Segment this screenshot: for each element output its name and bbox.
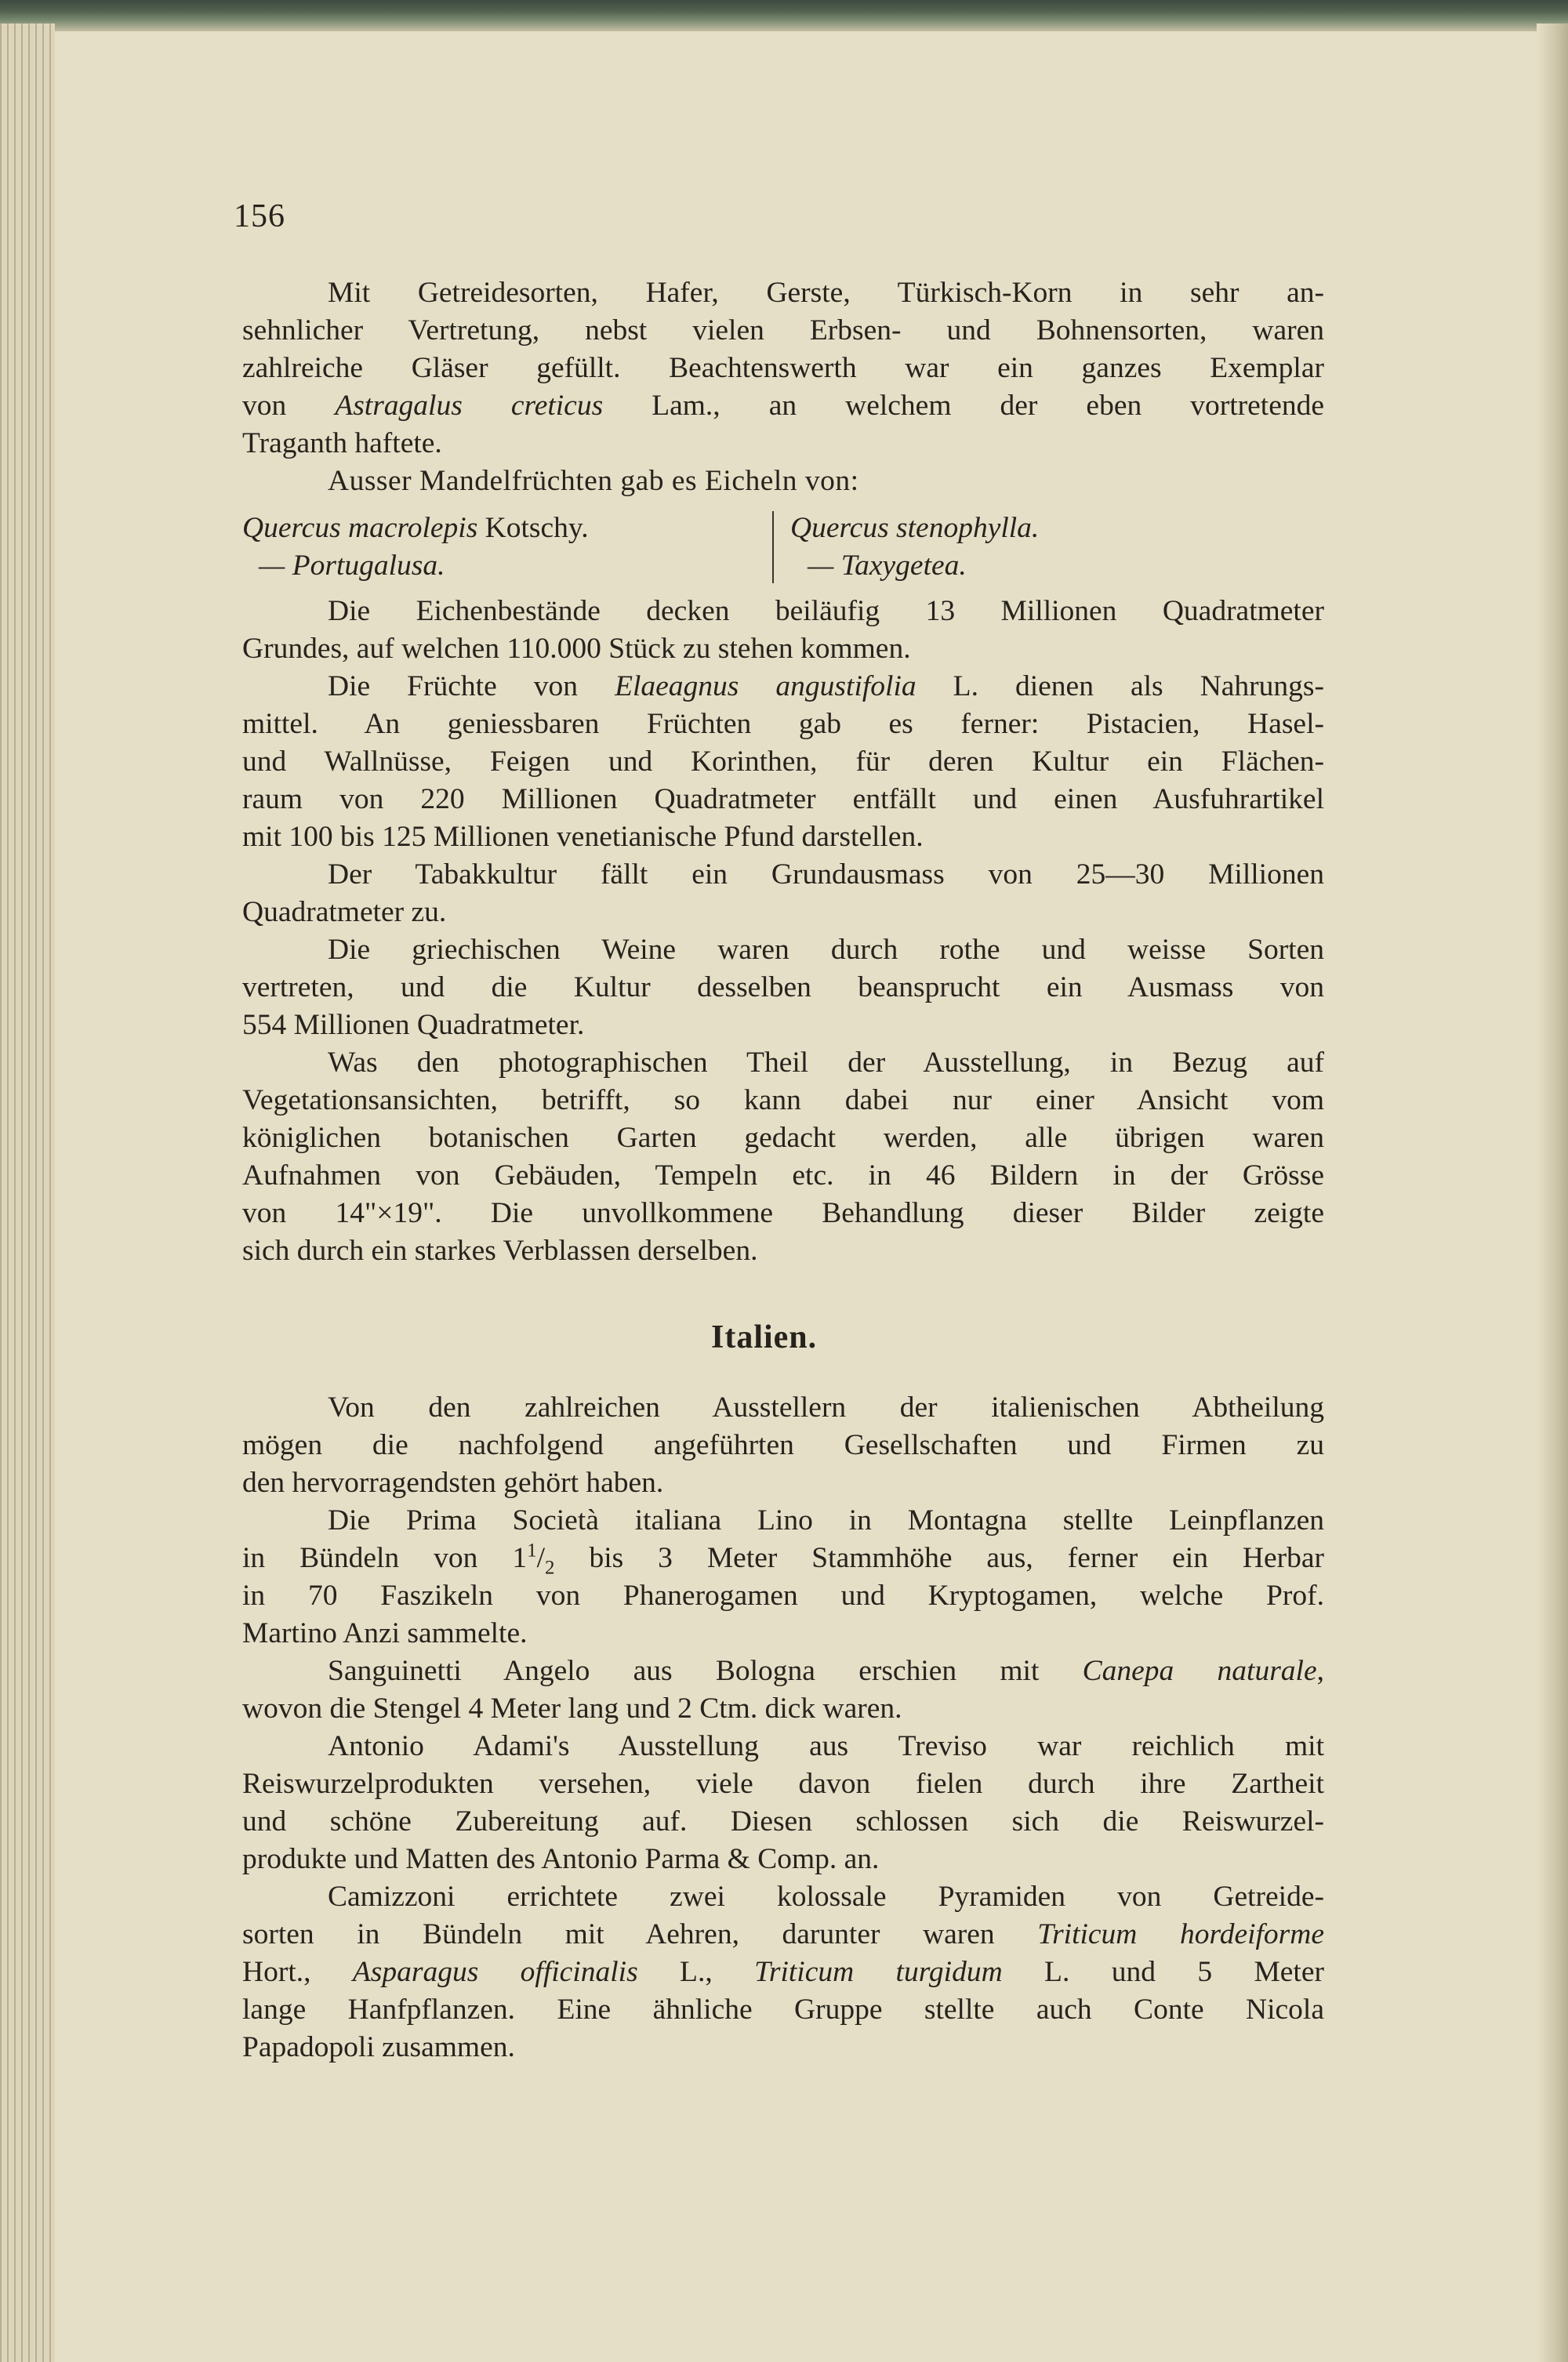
text-fragment: bis 3 Meter Stammhöhe aus, ferner ein Herbar bbox=[554, 1542, 1324, 1574]
text-line bbox=[242, 391, 1324, 421]
text-line: sich durch ein starkes Verblassen derselben. bbox=[242, 1235, 758, 1267]
text-line: vertreten, und die Kultur desselben beansprucht ein Ausmass von bbox=[242, 971, 1324, 1003]
text-line bbox=[328, 672, 1324, 702]
column-divider bbox=[772, 511, 774, 583]
text-line: lange Hanfpflanzen. Eine ähnliche Gruppe stellte auch Conte Nicola bbox=[242, 1994, 1324, 2026]
oak-species-right-2 bbox=[808, 551, 967, 581]
text-line: Quadratmeter zu. bbox=[242, 896, 447, 928]
text-line: Camizzoni errichtete zwei kolossale Pyramiden von Getreide- bbox=[328, 1881, 1324, 1913]
text-line: von 14"×19". Die unvollkommene Behandlung dieser Bilder zeigte bbox=[242, 1197, 1324, 1229]
text-fragment: Die Früchte von bbox=[328, 670, 615, 702]
text-fragment: L. und 5 Meter bbox=[1002, 1956, 1324, 1988]
species-name: Asparagus officinalis bbox=[352, 1956, 638, 1988]
text-fragment: Kotschy. bbox=[477, 512, 589, 544]
text-line: Martino Anzi sammelte. bbox=[242, 1617, 528, 1649]
fraction-numerator: 1 bbox=[527, 1540, 537, 1562]
text-line: und schöne Zubereitung auf. Diesen schlossen sich die Reiswurzel- bbox=[242, 1805, 1324, 1838]
text-line: sehnlicher Vertretung, nebst vielen Erbsen- und Bohnensorten, waren bbox=[242, 314, 1324, 346]
text-line: Aufnahmen von Gebäuden, Tempeln etc. in 46 Bildern in der Grösse bbox=[242, 1159, 1324, 1192]
species-name: Quercus stenophylla. bbox=[790, 512, 1040, 544]
species-name: — Taxygetea. bbox=[808, 550, 967, 582]
text-fragment: sorten in Bündeln mit Aehren, darunter waren bbox=[242, 1918, 1038, 1950]
text-line: mit 100 bis 125 Millionen venetianische Pfund darstellen. bbox=[242, 821, 924, 853]
text-line: 554 Millionen Quadratmeter. bbox=[242, 1009, 585, 1041]
text-fragment: in Bündeln von 1 bbox=[242, 1542, 528, 1574]
text-fragment: von bbox=[242, 390, 336, 422]
text-line: königlichen botanischen Garten gedacht werden, alle übrigen waren bbox=[242, 1122, 1324, 1154]
text-line: Die Eichenbestände decken beiläufig 13 Millionen Quadratmeter bbox=[328, 595, 1324, 627]
text-line: den hervorragendsten gehört haben. bbox=[242, 1467, 664, 1499]
section-heading: Italien. bbox=[711, 1319, 818, 1355]
text-line: in Bündeln von $1^1/_2$ bis 3 Meter Stammhöhe aus, ferner ein Herbar bbox=[242, 1540, 1324, 1579]
text-line bbox=[328, 1656, 1324, 1686]
text-line: Mit Getreidesorten, Hafer, Gerste, Türkisch-Korn in sehr an- bbox=[328, 277, 1324, 309]
text-line: Ausser Mandelfrüchten gab es Eicheln von: bbox=[328, 465, 859, 497]
text-fragment: Hort., bbox=[242, 1956, 353, 1988]
species-name: Quercus macrolepis bbox=[242, 512, 478, 544]
text-line: Grundes, auf welchen 110.000 Stück zu stehen kommen. bbox=[242, 633, 911, 665]
text-line: Die griechischen Weine waren durch rothe und weisse Sorten bbox=[328, 934, 1324, 966]
page-number: 156 bbox=[234, 198, 285, 234]
italic-term: Canepa naturale bbox=[1082, 1655, 1317, 1687]
species-name: Triticum hordeiforme bbox=[1037, 1918, 1324, 1950]
text-line: Der Tabakkultur fällt ein Grundausmass von 25—30 Millionen bbox=[328, 858, 1324, 891]
text-line: wovon die Stengel 4 Meter lang und 2 Ctm. dick waren. bbox=[242, 1693, 902, 1725]
text-line: Traganth haftete. bbox=[242, 427, 442, 459]
text-fragment: L. dienen als Nahrungs- bbox=[916, 670, 1324, 702]
oak-species-left-2 bbox=[259, 551, 445, 581]
species-name: Astragalus creticus bbox=[335, 390, 604, 422]
text-line: Was den photographischen Theil der Ausstellung, in Bezug auf bbox=[328, 1047, 1324, 1079]
text-line: und Wallnüsse, Feigen und Korinthen, für deren Kultur ein Flächen- bbox=[242, 746, 1324, 778]
oak-species-left-1 bbox=[242, 513, 589, 543]
text-line: mögen die nachfolgend angeführten Gesellschaften und Firmen zu bbox=[242, 1429, 1324, 1461]
text-line bbox=[242, 1920, 1324, 1950]
text-line: mittel. An geniessbaren Früchten gab es ferner: Pistacien, Hasel- bbox=[242, 708, 1324, 740]
text-fragment: Lam., an welchem der eben vortretende bbox=[603, 390, 1325, 422]
text-line: Vegetationsansichten, betrifft, so kann dabei nur einer Ansicht vom bbox=[242, 1084, 1324, 1116]
text-fragment: , bbox=[1316, 1655, 1324, 1687]
text-line: zahlreiche Gläser gefüllt. Beachtenswerth war ein ganzes Exemplar bbox=[242, 352, 1324, 384]
text-line: in 70 Faszikeln von Phanerogamen und Kryptogamen, welche Prof. bbox=[242, 1580, 1324, 1612]
text-line: Von den zahlreichen Ausstellern der italienischen Abtheilung bbox=[328, 1391, 1324, 1424]
text-line: produkte und Matten des Antonio Parma & Comp. an. bbox=[242, 1843, 880, 1875]
species-name: — Portugalusa. bbox=[259, 550, 445, 582]
text-line: Reiswurzelprodukten versehen, viele davon fielen durch ihre Zartheit bbox=[242, 1768, 1324, 1800]
text-fragment: Sanguinetti Angelo aus Bologna erschien mit bbox=[328, 1655, 1083, 1687]
text-fragment: L., bbox=[637, 1956, 755, 1988]
oak-species-right-1 bbox=[790, 513, 1039, 543]
fraction-denominator: 2 bbox=[545, 1557, 555, 1579]
text-line: Papadopoli zusammen. bbox=[242, 2031, 515, 2063]
text-line: Antonio Adami's Ausstellung aus Treviso war reichlich mit bbox=[328, 1730, 1324, 1762]
text-line: Die Prima Società italiana Lino in Montagna stellte Leinpflanzen bbox=[328, 1504, 1324, 1537]
species-name: Triticum turgidum bbox=[754, 1956, 1003, 1988]
text-line: raum von 220 Millionen Quadratmeter entfällt und einen Ausfuhrartikel bbox=[242, 783, 1324, 815]
species-name: Elaeagnus angustifolia bbox=[615, 670, 916, 702]
text-line bbox=[242, 1957, 1324, 1987]
